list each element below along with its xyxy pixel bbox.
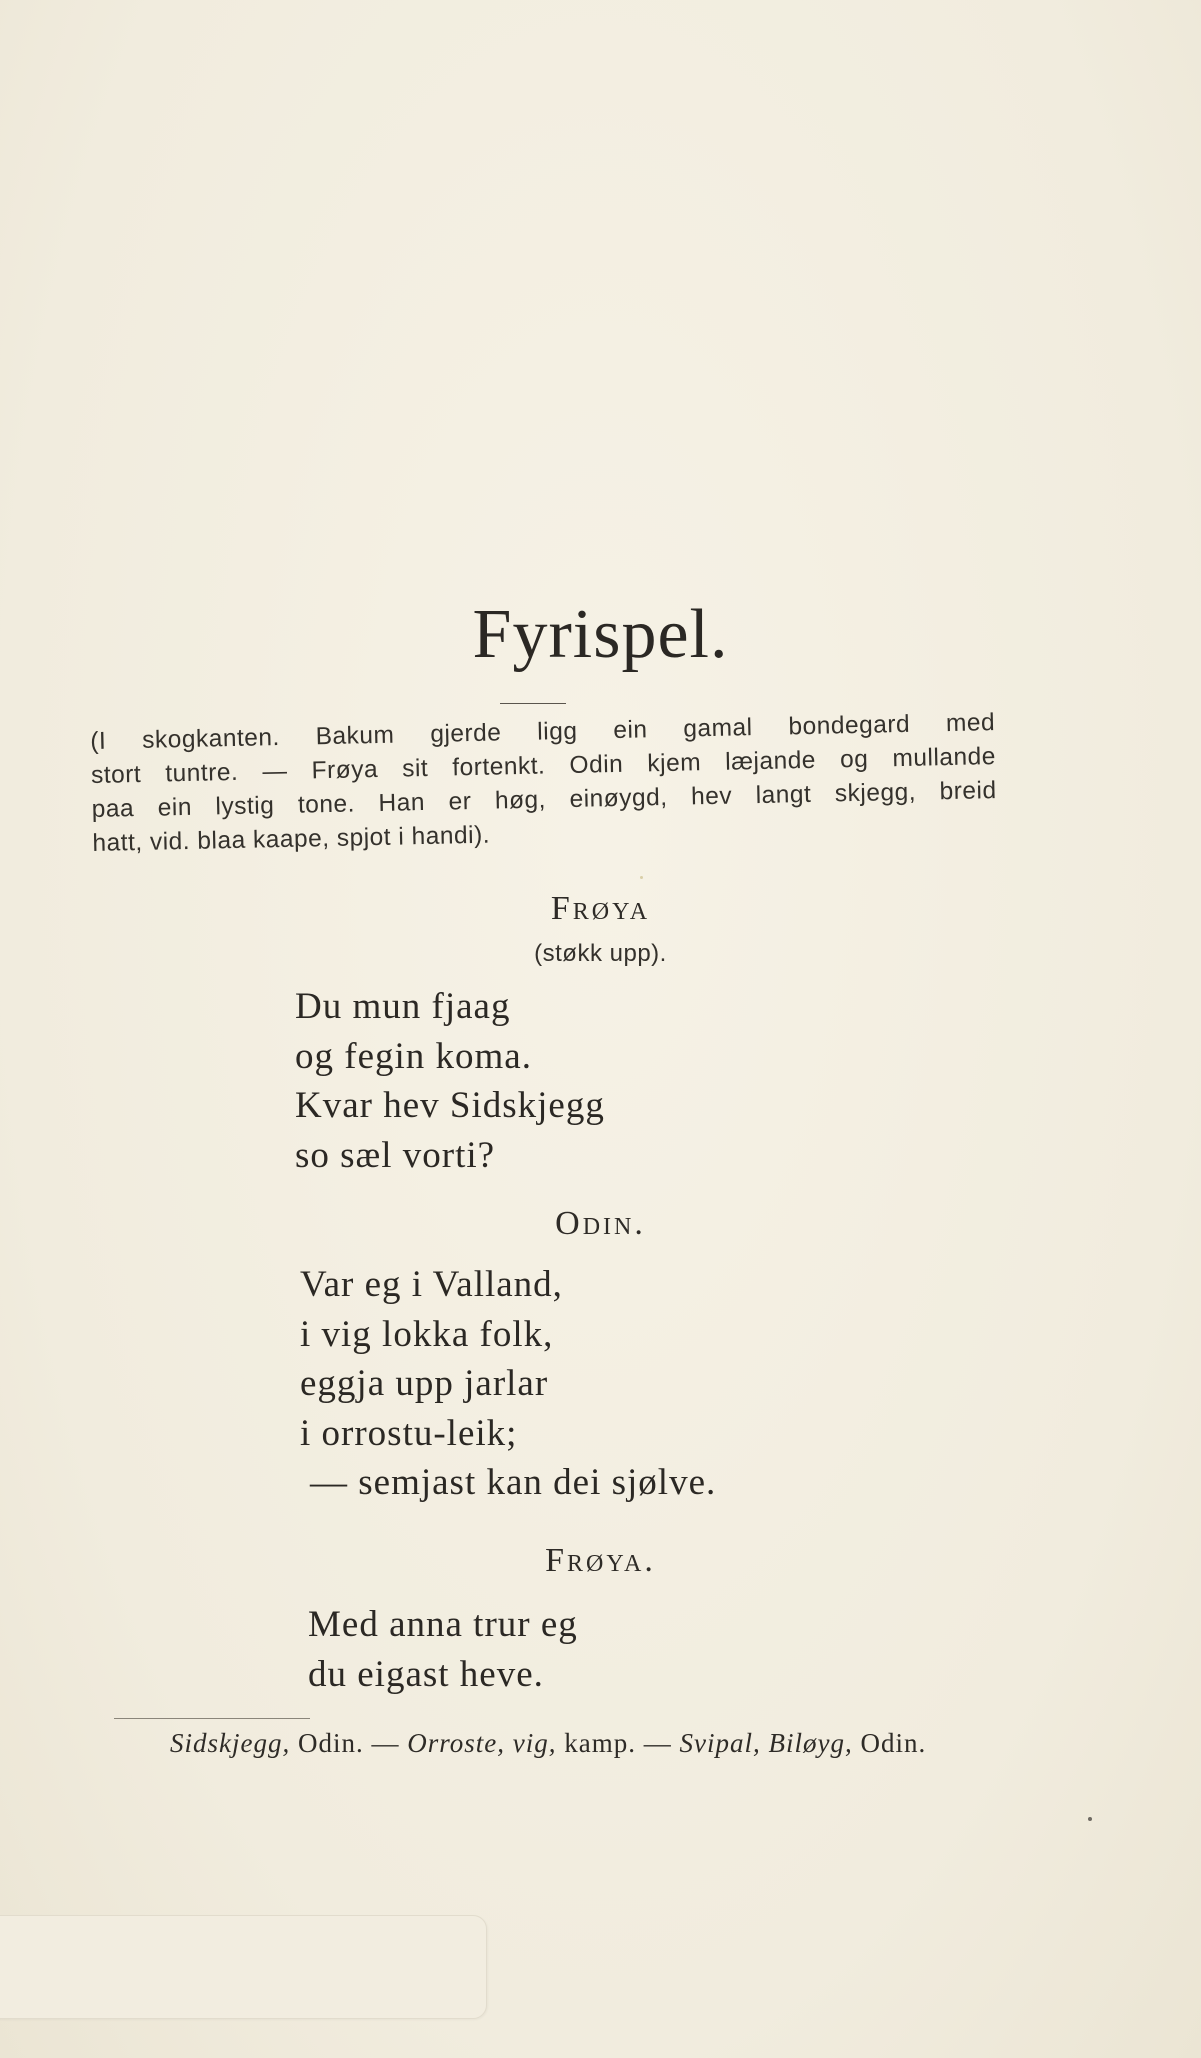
footnote-term: Svipal, Biløyg, [679,1728,853,1758]
verse-line: og fegin koma. [295,1035,532,1077]
stage-direction [90,706,998,861]
footnote-divider [114,1718,310,1719]
speaker-name: Frøya [550,890,651,927]
footnote-term: Orroste, vig, [407,1728,557,1758]
stage-direction-line: hatt, vid. blaa kaape, spjot i handi). [92,821,491,857]
footnote-gloss: Odin. [852,1728,927,1758]
verse-line: Var eg i Valland, [300,1264,563,1305]
verse-line: so sæl vorti? [295,1134,496,1176]
verse-block [300,1260,716,1508]
paper-slip [0,1915,487,2019]
verse-line: Du mun fjaag [295,986,511,1027]
verse-line: i orrostu-leik; [300,1412,518,1454]
ink-speck [1088,1817,1092,1821]
verse-line: i vig lokka folk, [300,1313,554,1355]
footnote-gloss: kamp. — [556,1728,680,1758]
page-title: Fyrispel. [472,596,729,673]
footnote-term: Sidskjegg, [170,1728,291,1758]
footnote [170,1728,926,1759]
verse-block [308,1600,578,1699]
verse-line: — semjast kan dei sjølve. [310,1462,717,1503]
stage-direction-line: (I skogkanten. Bakum gjerde ligg ein gamal bondegard med [90,709,996,755]
verse-line: du eigast heve. [308,1653,544,1695]
ink-speck [640,876,643,879]
verse-line: eggja upp jarlar [300,1363,549,1404]
speaker-name: Odin. [555,1205,646,1242]
verse-block [295,982,605,1180]
speaker-direction: (støkk upp). [534,940,667,967]
verse-line: Med anna trur eg [308,1604,578,1645]
footnote-gloss: Odin. — [290,1728,408,1758]
verse-line: Kvar hev Sidskjegg [295,1085,605,1126]
stage-direction-line: stort tuntre. — Frøya sit fortenkt. Odin kjem læjande og mullande [90,743,997,789]
speaker-name: Frøya. [545,1542,656,1579]
stage-direction-line: paa ein lystig tone. Han er høg, einøygd, hev langt skjegg, breid [91,777,997,823]
title-divider [500,703,566,704]
